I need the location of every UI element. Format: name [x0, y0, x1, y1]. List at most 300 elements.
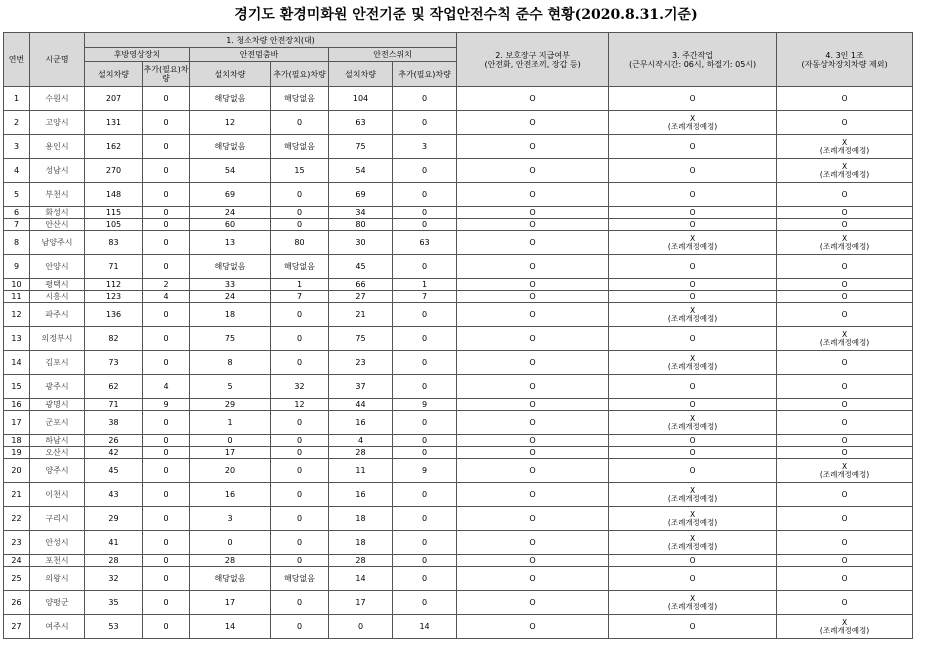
safety-step-installed: 5: [190, 375, 271, 399]
daytime-work-status-mark: O: [689, 399, 696, 409]
safety-step-installed: 28: [190, 555, 271, 567]
row-city: 안성시: [30, 531, 85, 555]
row-city: 남양주시: [30, 231, 85, 255]
daytime-work-status: [609, 507, 777, 531]
daytime-work-status-mark: X: [690, 533, 696, 543]
row-no: 14: [4, 351, 30, 375]
three-person-team-status: [777, 111, 913, 135]
three-person-team-status-mark: O: [841, 573, 848, 583]
row-city: 구리시: [30, 507, 85, 531]
three-person-team-status-mark: O: [841, 261, 848, 271]
daytime-work-status-mark: X: [690, 233, 696, 243]
daytime-work-status: [609, 183, 777, 207]
rear-camera-additional: 0: [143, 459, 190, 483]
safety-switch-additional: 0: [393, 87, 457, 111]
three-person-team-status-mark: O: [841, 399, 848, 409]
daytime-work-status: [609, 447, 777, 459]
daytime-work-status-mark: O: [689, 381, 696, 391]
protective-gear-status: O: [457, 447, 609, 459]
row-city: 안산시: [30, 219, 85, 231]
row-no: 15: [4, 375, 30, 399]
safety-switch-additional: 63: [393, 231, 457, 255]
three-person-team-status-mark: O: [841, 93, 848, 103]
row-no: 9: [4, 255, 30, 279]
daytime-work-status-mark: O: [689, 93, 696, 103]
header-no: 연번: [4, 33, 30, 87]
three-person-team-status: [777, 459, 913, 483]
safety-step-installed: 54: [190, 159, 271, 183]
daytime-work-status-mark: X: [690, 353, 696, 363]
safety-switch-additional: 0: [393, 591, 457, 615]
safety-step-installed: 3: [190, 507, 271, 531]
daytime-work-status: [609, 303, 777, 327]
safety-switch-installed: 44: [329, 399, 393, 411]
three-person-team-status: [777, 291, 913, 303]
daytime-work-status: [609, 327, 777, 351]
safety-step-additional: 32: [271, 375, 329, 399]
row-city: 하남시: [30, 435, 85, 447]
daytime-work-status-mark: O: [689, 141, 696, 151]
protective-gear-status: O: [457, 567, 609, 591]
row-city: 여주시: [30, 615, 85, 639]
rear-camera-additional: 0: [143, 207, 190, 219]
safety-switch-additional: 0: [393, 183, 457, 207]
safety-switch-additional: 9: [393, 459, 457, 483]
table-row: [4, 327, 913, 351]
three-person-team-status: [777, 591, 913, 615]
protective-gear-status: O: [457, 351, 609, 375]
safety-switch-installed: 18: [329, 507, 393, 531]
rear-camera-installed: 162: [85, 135, 143, 159]
safety-step-additional: 0: [271, 111, 329, 135]
rear-camera-installed: 207: [85, 87, 143, 111]
daytime-work-status-mark: O: [689, 447, 696, 457]
safety-step-additional: 0: [271, 507, 329, 531]
safety-switch-installed: 37: [329, 375, 393, 399]
rear-camera-installed: 42: [85, 447, 143, 459]
safety-step-additional: 0: [271, 591, 329, 615]
daytime-work-status-mark: X: [690, 305, 696, 315]
row-city: 부천시: [30, 183, 85, 207]
row-no: 4: [4, 159, 30, 183]
daytime-work-status: [609, 159, 777, 183]
safety-switch-additional: 7: [393, 291, 457, 303]
safety-switch-installed: 34: [329, 207, 393, 219]
daytime-work-status-mark: O: [689, 219, 696, 229]
rear-camera-additional: 0: [143, 159, 190, 183]
daytime-work-status-mark: O: [689, 165, 696, 175]
row-city: 김포시: [30, 351, 85, 375]
daytime-work-status: [609, 135, 777, 159]
row-no: 8: [4, 231, 30, 255]
three-person-team-status-mark: X: [842, 617, 848, 627]
daytime-work-status: [609, 255, 777, 279]
safety-step-additional: 0: [271, 327, 329, 351]
protective-gear-status: O: [457, 87, 609, 111]
safety-step-additional: 0: [271, 483, 329, 507]
three-person-team-status-mark: O: [841, 207, 848, 217]
table-row: [4, 219, 913, 231]
daytime-work-status: [609, 111, 777, 135]
three-person-team-status-mark: O: [841, 537, 848, 547]
safety-switch-additional: 0: [393, 507, 457, 531]
three-person-team-status-mark: O: [841, 309, 848, 319]
safety-step-installed: 18: [190, 303, 271, 327]
three-person-team-status: [777, 567, 913, 591]
rear-camera-additional: 9: [143, 399, 190, 411]
row-no: 11: [4, 291, 30, 303]
safety-switch-additional: 0: [393, 351, 457, 375]
rear-camera-installed: 148: [85, 183, 143, 207]
safety-step-additional: 0: [271, 351, 329, 375]
safety-switch-installed: 54: [329, 159, 393, 183]
safety-step-additional: 0: [271, 555, 329, 567]
three-person-team-status-note: (조례개정예정): [819, 625, 870, 635]
daytime-work-status: [609, 87, 777, 111]
safety-step-installed: 해당없음: [190, 87, 271, 111]
rear-camera-installed: 123: [85, 291, 143, 303]
row-city: 고양시: [30, 111, 85, 135]
rear-camera-installed: 38: [85, 411, 143, 435]
protective-gear-status: O: [457, 555, 609, 567]
safety-switch-installed: 17: [329, 591, 393, 615]
row-city: 이천시: [30, 483, 85, 507]
safety-switch-additional: 3: [393, 135, 457, 159]
protective-gear-status: O: [457, 303, 609, 327]
header-vehicle-safety: 1. 청소차량 안전장치(대): [85, 33, 457, 48]
three-person-team-status-mark: O: [841, 219, 848, 229]
table-row: [4, 567, 913, 591]
safety-switch-installed: 66: [329, 279, 393, 291]
safety-step-installed: 60: [190, 219, 271, 231]
daytime-work-status-mark: X: [690, 413, 696, 423]
row-city: 성남시: [30, 159, 85, 183]
safety-switch-additional: 1: [393, 279, 457, 291]
safety-step-additional: 15: [271, 159, 329, 183]
row-no: 20: [4, 459, 30, 483]
safety-switch-additional: 0: [393, 303, 457, 327]
rear-camera-installed: 136: [85, 303, 143, 327]
table-row: [4, 399, 913, 411]
header-safety-switch-installed: 설치차량: [329, 62, 393, 87]
row-no: 24: [4, 555, 30, 567]
header-rear-camera-installed: 설치차량: [85, 62, 143, 87]
protective-gear-status: O: [457, 399, 609, 411]
daytime-work-status-mark: X: [690, 485, 696, 495]
three-person-team-status: [777, 447, 913, 459]
rear-camera-additional: 0: [143, 531, 190, 555]
safety-step-installed: 69: [190, 183, 271, 207]
rear-camera-installed: 32: [85, 567, 143, 591]
three-person-team-status: [777, 87, 913, 111]
safety-step-additional: 0: [271, 435, 329, 447]
safety-step-additional: 0: [271, 183, 329, 207]
daytime-work-status-note: (조례개정예정): [667, 361, 718, 371]
daytime-work-status-mark: O: [689, 465, 696, 475]
safety-switch-additional: 0: [393, 435, 457, 447]
safety-step-additional: 해당없음: [271, 255, 329, 279]
safety-switch-installed: 27: [329, 291, 393, 303]
table-row: [4, 507, 913, 531]
safety-step-additional: 0: [271, 459, 329, 483]
rear-camera-installed: 26: [85, 435, 143, 447]
safety-step-additional: 해당없음: [271, 567, 329, 591]
row-no: 13: [4, 327, 30, 351]
safety-switch-installed: 28: [329, 447, 393, 459]
safety-switch-additional: 0: [393, 555, 457, 567]
daytime-work-status: [609, 555, 777, 567]
safety-switch-installed: 45: [329, 255, 393, 279]
table-body: [4, 87, 913, 639]
safety-switch-additional: 9: [393, 399, 457, 411]
row-no: 5: [4, 183, 30, 207]
rear-camera-additional: 0: [143, 255, 190, 279]
table-row: [4, 87, 913, 111]
safety-switch-installed: 11: [329, 459, 393, 483]
safety-step-installed: 14: [190, 615, 271, 639]
three-person-team-status: [777, 135, 913, 159]
table-row: [4, 303, 913, 327]
rear-camera-installed: 71: [85, 399, 143, 411]
safety-switch-additional: 0: [393, 207, 457, 219]
table-row: [4, 279, 913, 291]
row-city: 광주시: [30, 375, 85, 399]
safety-step-additional: 0: [271, 615, 329, 639]
header-rear-camera: 후방영상장치: [85, 48, 190, 62]
table-row: [4, 375, 913, 399]
row-city: 화성시: [30, 207, 85, 219]
three-person-team-status-mark: O: [841, 555, 848, 565]
header-three-person-team-sub: (자동상차장치차량 제외): [801, 59, 888, 69]
three-person-team-status: [777, 279, 913, 291]
rear-camera-installed: 115: [85, 207, 143, 219]
header-safety-step-additional: 추가(필요)차량: [271, 62, 329, 87]
rear-camera-additional: 0: [143, 567, 190, 591]
rear-camera-additional: 0: [143, 447, 190, 459]
protective-gear-status: O: [457, 135, 609, 159]
three-person-team-status-note: (조례개정예정): [819, 469, 870, 479]
status-table: [3, 32, 913, 639]
rear-camera-additional: 0: [143, 591, 190, 615]
safety-switch-installed: 30: [329, 231, 393, 255]
row-no: 25: [4, 567, 30, 591]
header-daytime-work-title: 3. 주간작업: [672, 50, 714, 60]
safety-step-installed: 17: [190, 591, 271, 615]
table-row: [4, 135, 913, 159]
header-protective-gear: [457, 33, 609, 87]
header-safety-switch-additional: 추가(필요)차량: [393, 62, 457, 87]
daytime-work-status: [609, 567, 777, 591]
safety-switch-installed: 21: [329, 303, 393, 327]
row-no: 22: [4, 507, 30, 531]
rear-camera-installed: 112: [85, 279, 143, 291]
safety-switch-installed: 75: [329, 135, 393, 159]
daytime-work-status-note: (조례개정예정): [667, 517, 718, 527]
three-person-team-status: [777, 435, 913, 447]
rear-camera-installed: 29: [85, 507, 143, 531]
safety-step-installed: 24: [190, 207, 271, 219]
safety-switch-installed: 4: [329, 435, 393, 447]
safety-step-installed: 0: [190, 435, 271, 447]
three-person-team-status: [777, 219, 913, 231]
rear-camera-installed: 270: [85, 159, 143, 183]
three-person-team-status-note: (조례개정예정): [819, 241, 870, 251]
protective-gear-status: O: [457, 279, 609, 291]
safety-switch-additional: 0: [393, 219, 457, 231]
three-person-team-status-mark: X: [842, 461, 848, 471]
daytime-work-status-mark: X: [690, 113, 696, 123]
rear-camera-additional: 0: [143, 87, 190, 111]
daytime-work-status: [609, 399, 777, 411]
safety-step-additional: 7: [271, 291, 329, 303]
safety-switch-additional: 0: [393, 567, 457, 591]
safety-switch-installed: 23: [329, 351, 393, 375]
rear-camera-additional: 0: [143, 507, 190, 531]
safety-step-installed: 33: [190, 279, 271, 291]
daytime-work-status: [609, 207, 777, 219]
daytime-work-status: [609, 531, 777, 555]
row-city: 군포시: [30, 411, 85, 435]
daytime-work-status-mark: O: [689, 555, 696, 565]
rear-camera-additional: 0: [143, 555, 190, 567]
row-no: 26: [4, 591, 30, 615]
three-person-team-status: [777, 159, 913, 183]
protective-gear-status: O: [457, 207, 609, 219]
daytime-work-status-note: (조례개정예정): [667, 241, 718, 251]
safety-step-additional: 0: [271, 219, 329, 231]
table-row: [4, 459, 913, 483]
row-no: 12: [4, 303, 30, 327]
protective-gear-status: O: [457, 411, 609, 435]
header-protective-gear-sub: (안전화, 안전조끼, 장갑 등): [484, 59, 581, 69]
safety-step-installed: 8: [190, 351, 271, 375]
protective-gear-status: O: [457, 183, 609, 207]
rear-camera-additional: 0: [143, 615, 190, 639]
safety-step-installed: 1: [190, 411, 271, 435]
safety-step-additional: 0: [271, 303, 329, 327]
safety-step-additional: 80: [271, 231, 329, 255]
safety-switch-additional: 0: [393, 483, 457, 507]
safety-step-installed: 29: [190, 399, 271, 411]
daytime-work-status-mark: O: [689, 573, 696, 583]
table-row: [4, 351, 913, 375]
daytime-work-status-note: (조례개정예정): [667, 121, 718, 131]
row-city: 의정부시: [30, 327, 85, 351]
safety-switch-installed: 75: [329, 327, 393, 351]
header-safety-step-installed: 설치차량: [190, 62, 271, 87]
rear-camera-installed: 53: [85, 615, 143, 639]
safety-switch-installed: 0: [329, 615, 393, 639]
daytime-work-status-mark: O: [689, 261, 696, 271]
safety-step-additional: 해당없음: [271, 135, 329, 159]
three-person-team-status-mark: O: [841, 291, 848, 301]
rear-camera-installed: 62: [85, 375, 143, 399]
protective-gear-status: O: [457, 291, 609, 303]
table-row: [4, 555, 913, 567]
row-city: 광명시: [30, 399, 85, 411]
three-person-team-status: [777, 327, 913, 351]
row-city: 파주시: [30, 303, 85, 327]
daytime-work-status: [609, 591, 777, 615]
three-person-team-status-mark: O: [841, 117, 848, 127]
rear-camera-installed: 83: [85, 231, 143, 255]
safety-switch-installed: 16: [329, 411, 393, 435]
safety-step-additional: 0: [271, 207, 329, 219]
daytime-work-status-note: (조례개정예정): [667, 493, 718, 503]
three-person-team-status-note: (조례개정예정): [819, 169, 870, 179]
three-person-team-status: [777, 351, 913, 375]
three-person-team-status: [777, 375, 913, 399]
three-person-team-status: [777, 531, 913, 555]
row-no: 27: [4, 615, 30, 639]
table-row: [4, 591, 913, 615]
protective-gear-status: O: [457, 507, 609, 531]
row-city: 양평군: [30, 591, 85, 615]
rear-camera-additional: 2: [143, 279, 190, 291]
rear-camera-installed: 45: [85, 459, 143, 483]
rear-camera-additional: 0: [143, 483, 190, 507]
table-row: [4, 447, 913, 459]
three-person-team-status-mark: O: [841, 435, 848, 445]
header-daytime-work-sub: (근무시작시간: 06시, 하절기: 05시): [628, 59, 757, 69]
safety-switch-installed: 28: [329, 555, 393, 567]
daytime-work-status-note: (조례개정예정): [667, 541, 718, 551]
table-row: [4, 231, 913, 255]
protective-gear-status: O: [457, 591, 609, 615]
rear-camera-installed: 43: [85, 483, 143, 507]
protective-gear-status: O: [457, 111, 609, 135]
table-row: [4, 483, 913, 507]
rear-camera-additional: 0: [143, 219, 190, 231]
daytime-work-status-mark: O: [689, 435, 696, 445]
protective-gear-status: O: [457, 231, 609, 255]
daytime-work-status-note: (조례개정예정): [667, 601, 718, 611]
safety-switch-installed: 69: [329, 183, 393, 207]
daytime-work-status-mark: O: [689, 333, 696, 343]
safety-switch-installed: 14: [329, 567, 393, 591]
protective-gear-status: O: [457, 483, 609, 507]
three-person-team-status-mark: O: [841, 489, 848, 499]
daytime-work-status-mark: O: [689, 291, 696, 301]
protective-gear-status: O: [457, 327, 609, 351]
rear-camera-additional: 0: [143, 303, 190, 327]
three-person-team-status: [777, 483, 913, 507]
three-person-team-status-mark: X: [842, 137, 848, 147]
safety-switch-installed: 16: [329, 483, 393, 507]
three-person-team-status-mark: O: [841, 513, 848, 523]
rear-camera-additional: 0: [143, 135, 190, 159]
safety-step-additional: 12: [271, 399, 329, 411]
safety-switch-additional: 14: [393, 615, 457, 639]
row-city: 안양시: [30, 255, 85, 279]
safety-step-installed: 해당없음: [190, 255, 271, 279]
rear-camera-additional: 4: [143, 375, 190, 399]
daytime-work-status-note: (조례개정예정): [667, 313, 718, 323]
rear-camera-installed: 73: [85, 351, 143, 375]
row-city: 수원시: [30, 87, 85, 111]
daytime-work-status: [609, 435, 777, 447]
daytime-work-status: [609, 291, 777, 303]
safety-step-installed: 17: [190, 447, 271, 459]
three-person-team-status-mark: X: [842, 233, 848, 243]
safety-switch-additional: 0: [393, 159, 457, 183]
protective-gear-status: O: [457, 375, 609, 399]
rear-camera-additional: 0: [143, 111, 190, 135]
row-no: 23: [4, 531, 30, 555]
safety-step-additional: 0: [271, 447, 329, 459]
row-no: 1: [4, 87, 30, 111]
three-person-team-status: [777, 507, 913, 531]
